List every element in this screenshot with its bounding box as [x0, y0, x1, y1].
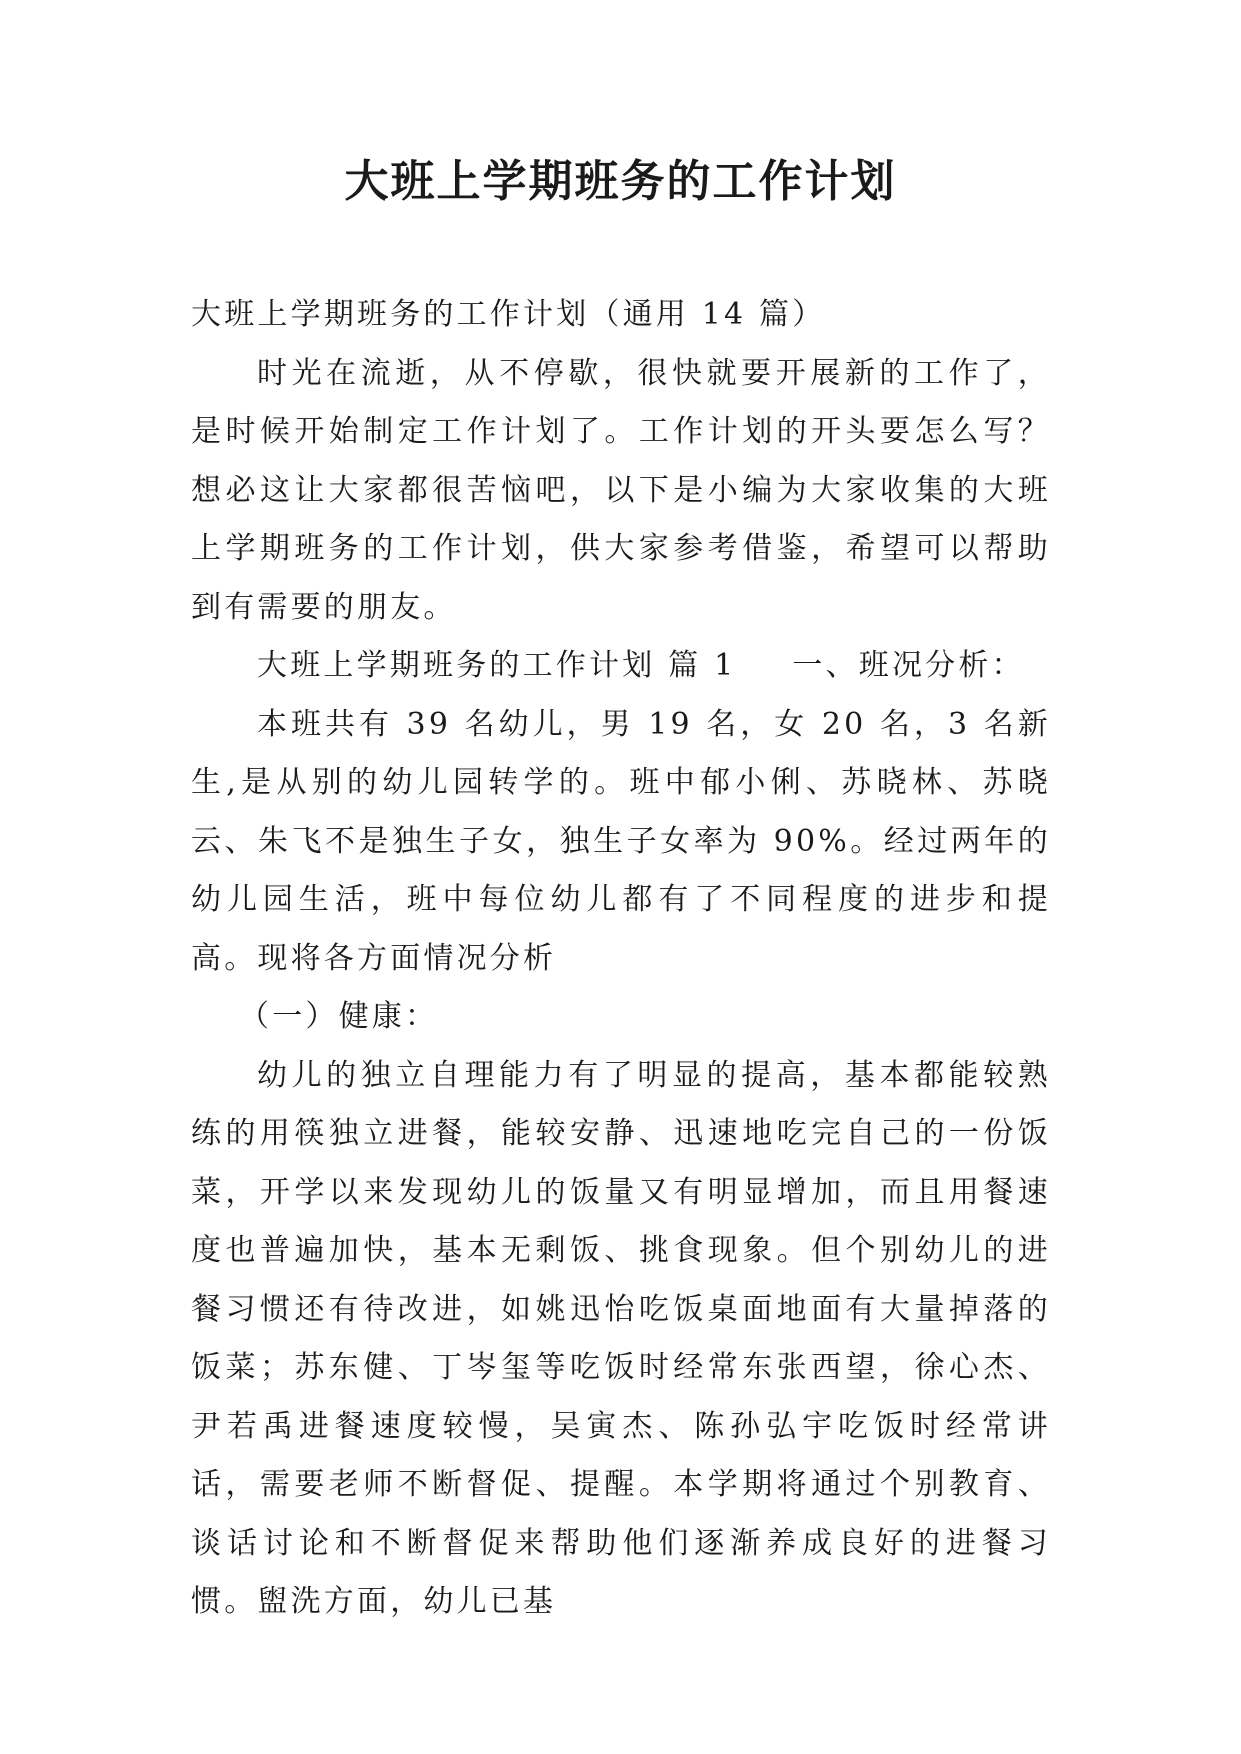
document-subtitle: 大班上学期班务的工作计划（通用 14 篇）: [191, 297, 826, 332]
intro-paragraph: 时光在流逝，从不停歇，很快就要开展新的工作了，是时候开始制定工作计划了。工作计划的开头要怎么写？想必这让大家都很苦恼吧，以下是小编为大家收集的大班上学期班务的工作计划，供大家参考借鉴，希望可以帮助到有需要的朋友。: [191, 355, 1051, 625]
class-overview-paragraph: 本班共有 39 名幼儿，男 19 名，女 20 名，3 名新生,是从别的幼儿园转学的。班中郁小俐、苏晓林、苏晓云、朱飞不是独生子女，独生子女率为 90%。经过两年的幼儿园生活，班中每位幼儿都有了不同程度的进步和提高。现将各方面情况分析: [191, 706, 1051, 976]
health-paragraph: 幼儿的独立自理能力有了明显的提高，基本都能较熟练的用筷独立进餐，能较安静、迅速地吃完自己的一份饭菜，开学以来发现幼儿的饭量又有明显增加，而且用餐速度也普遍加快，基本无剩饭、挑食现象。但个别幼儿的进餐习惯还有待改进，如姚迅怡吃饭桌面地面有大量掉落的饭菜；苏东健、丁岑玺等吃饭时经常东张西望，徐心杰、尹若禹进餐速度较慢，吴寅杰、陈孙弘宇吃饭时经常讲话，需要老师不断督促、提醒。本学期将通过个别教育、谈话讨论和不断督促来帮助他们逐渐养成良好的进餐习惯。盥洗方面，幼儿已基: [191, 1057, 1051, 1619]
document-title: 大班上学期班务的工作计划: [344, 156, 897, 207]
health-heading: （一）健康：: [239, 999, 439, 1034]
document-body: [191, 286, 1051, 1632]
section-title: 一、班况分析：: [792, 648, 1025, 683]
section-heading-line: [191, 637, 1051, 696]
section-heading: 大班上学期班务的工作计划 篇 1: [257, 648, 737, 683]
